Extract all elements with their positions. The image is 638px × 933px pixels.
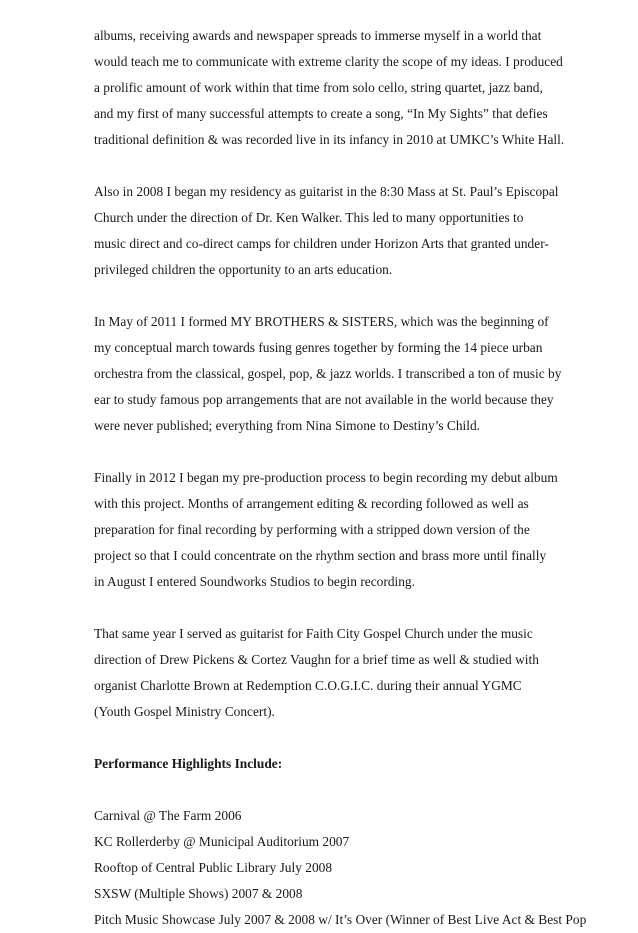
section-heading: Performance Highlights Include: xyxy=(94,756,283,771)
paragraph-1 xyxy=(94,23,564,153)
highlights-list xyxy=(94,803,587,933)
text-line: and my first of many successful attempts to create a song, “In My Sights” that defies xyxy=(94,106,548,121)
text-line: preparation for final recording by performing with a stripped down version of the xyxy=(94,522,530,537)
text-line: were never published; everything from Nina Simone to Destiny’s Child. xyxy=(94,418,481,433)
list-item: KC Rollerderby @ Municipal Auditorium 2007 xyxy=(94,834,350,849)
paragraph-5 xyxy=(94,621,564,725)
text-line: Finally in 2012 I began my pre-production process to begin recording my debut album xyxy=(94,470,558,485)
paragraph-spacer xyxy=(94,439,564,465)
text-line: (Youth Gospel Ministry Concert). xyxy=(94,704,275,719)
paragraph-spacer xyxy=(94,595,564,621)
text-line: In May of 2011 I formed MY BROTHERS & SISTERS, which was the beginning of xyxy=(94,314,549,329)
text-line: traditional definition & was recorded live in its infancy in 2010 at UMKC’s White Hall. xyxy=(94,132,565,147)
list-item: SXSW (Multiple Shows) 2007 & 2008 xyxy=(94,886,303,901)
text-line: organist Charlotte Brown at Redemption C.O.G.I.C. during their annual YGMC xyxy=(94,678,522,693)
document-body xyxy=(94,23,587,933)
paragraph-spacer xyxy=(94,153,564,179)
text-line: in August I entered Soundworks Studios to begin recording. xyxy=(94,574,415,589)
text-line: albums, receiving awards and newspaper spreads to immerse myself in a world that xyxy=(94,28,542,43)
paragraph-4 xyxy=(94,465,564,595)
text-line: direction of Drew Pickens & Cortez Vaughn for a brief time as well & studied with xyxy=(94,652,539,667)
list-item: Carnival @ The Farm 2006 xyxy=(94,808,242,823)
text-line: Church under the direction of Dr. Ken Walker. This led to many opportunities to xyxy=(94,210,524,225)
text-line: music direct and co-direct camps for children under Horizon Arts that granted under- xyxy=(94,236,549,251)
text-line: project so that I could concentrate on the rhythm section and brass more until finally xyxy=(94,548,547,563)
text-line: a prolific amount of work within that time from solo cello, string quartet, jazz band, xyxy=(94,80,543,95)
text-line: That same year I served as guitarist for Faith City Gospel Church under the music xyxy=(94,626,533,641)
paragraph-spacer xyxy=(94,283,564,309)
text-line: my conceptual march towards fusing genres together by forming the 14 piece urban xyxy=(94,340,543,355)
text-line: would teach me to communicate with extreme clarity the scope of my ideas. I produced xyxy=(94,54,563,69)
paragraph-spacer xyxy=(94,777,564,803)
text-line: Also in 2008 I began my residency as guitarist in the 8:30 Mass at St. Paul’s Episcopal xyxy=(94,184,559,199)
paragraph-3 xyxy=(94,309,564,439)
text-line: orchestra from the classical, gospel, pop, & jazz worlds. I transcribed a ton of music by xyxy=(94,366,562,381)
text-line: with this project. Months of arrangement editing & recording followed as well as xyxy=(94,496,529,511)
paragraph-spacer xyxy=(94,725,564,751)
list-item: Pitch Music Showcase July 2007 & 2008 w/ It’s Over (Winner of Best Live Act & Best Pop xyxy=(94,912,587,927)
text-line: ear to study famous pop arrangements that are not available in the world because they xyxy=(94,392,554,407)
paragraph-2 xyxy=(94,179,564,283)
list-item: Rooftop of Central Public Library July 2008 xyxy=(94,860,333,875)
text-line: privileged children the opportunity to an arts education. xyxy=(94,262,393,277)
